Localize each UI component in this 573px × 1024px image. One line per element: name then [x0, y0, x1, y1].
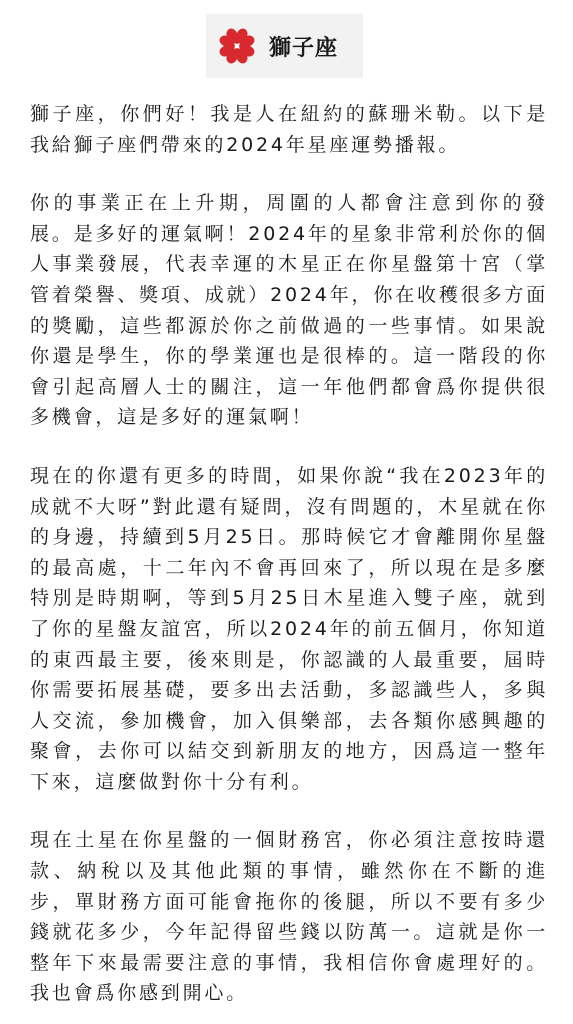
paragraph-intro: 獅子座，你們好！我是人在紐約的蘇珊米勒。以下是我給獅子座們帶來的2024年星座運勢播報。	[30, 103, 548, 156]
paragraph-saturn-finance: 現在土星在你星盤的一個財務宮，你必須注意按時還款、納稅以及其他此類的事情，雖然你在不斷的進步，單財務方面可能會拖你的後腿，所以不要有多少錢就花多少，今年記得留些錢以防萬一。這就是你一整年下來最需要注意的事情，我相信你會處理好的。我也會爲你感到開心。	[30, 829, 548, 1005]
article-body	[30, 99, 548, 1009]
header-title: 獅子座	[269, 35, 339, 61]
flower-logo-icon	[215, 24, 259, 68]
header-banner	[206, 14, 363, 78]
paragraph-jupiter: 現在的你還有更多的時間，如果你說“我在2023年的成就不大呀”對此還有疑問，沒有問題的，木星就在你的身邊，持續到5月25日。那時候它才會離開你星盤的最高處，十二年內不會再回來了，所以現在是多麼特別是時期啊，等到5月25日木星進入雙子座，就到了你的星盤友誼宮，所以2024年的前五個月，你知道的東西最主要，後來則是，你認識的人最重要，屆時你需要拓展基礎，要多出去活動，多認識些人，多與人交流，參加機會，加入俱樂部，去各類你感興趣的聚會，去你可以結交到新朋友的地方，因爲這一整年下來，這麼做對你十分有利。	[30, 464, 548, 793]
paragraph-career: 你的事業正在上升期，周圍的人都會注意到你的發展。是多好的運氣啊！2024年的星象非常利於你的個人事業發展，代表幸運的木星正在你星盤第十宮（掌管着榮譽、獎項、成就）2024年，你在收穫很多方面的獎勵，這些都源於你之前做過的一些事情。如果說你還是學生，你的學業運也是很棒的。這一階段的你會引起高層人士的關注，這一年他們都會爲你提供很多機會，這是多好的運氣啊！	[30, 192, 548, 429]
